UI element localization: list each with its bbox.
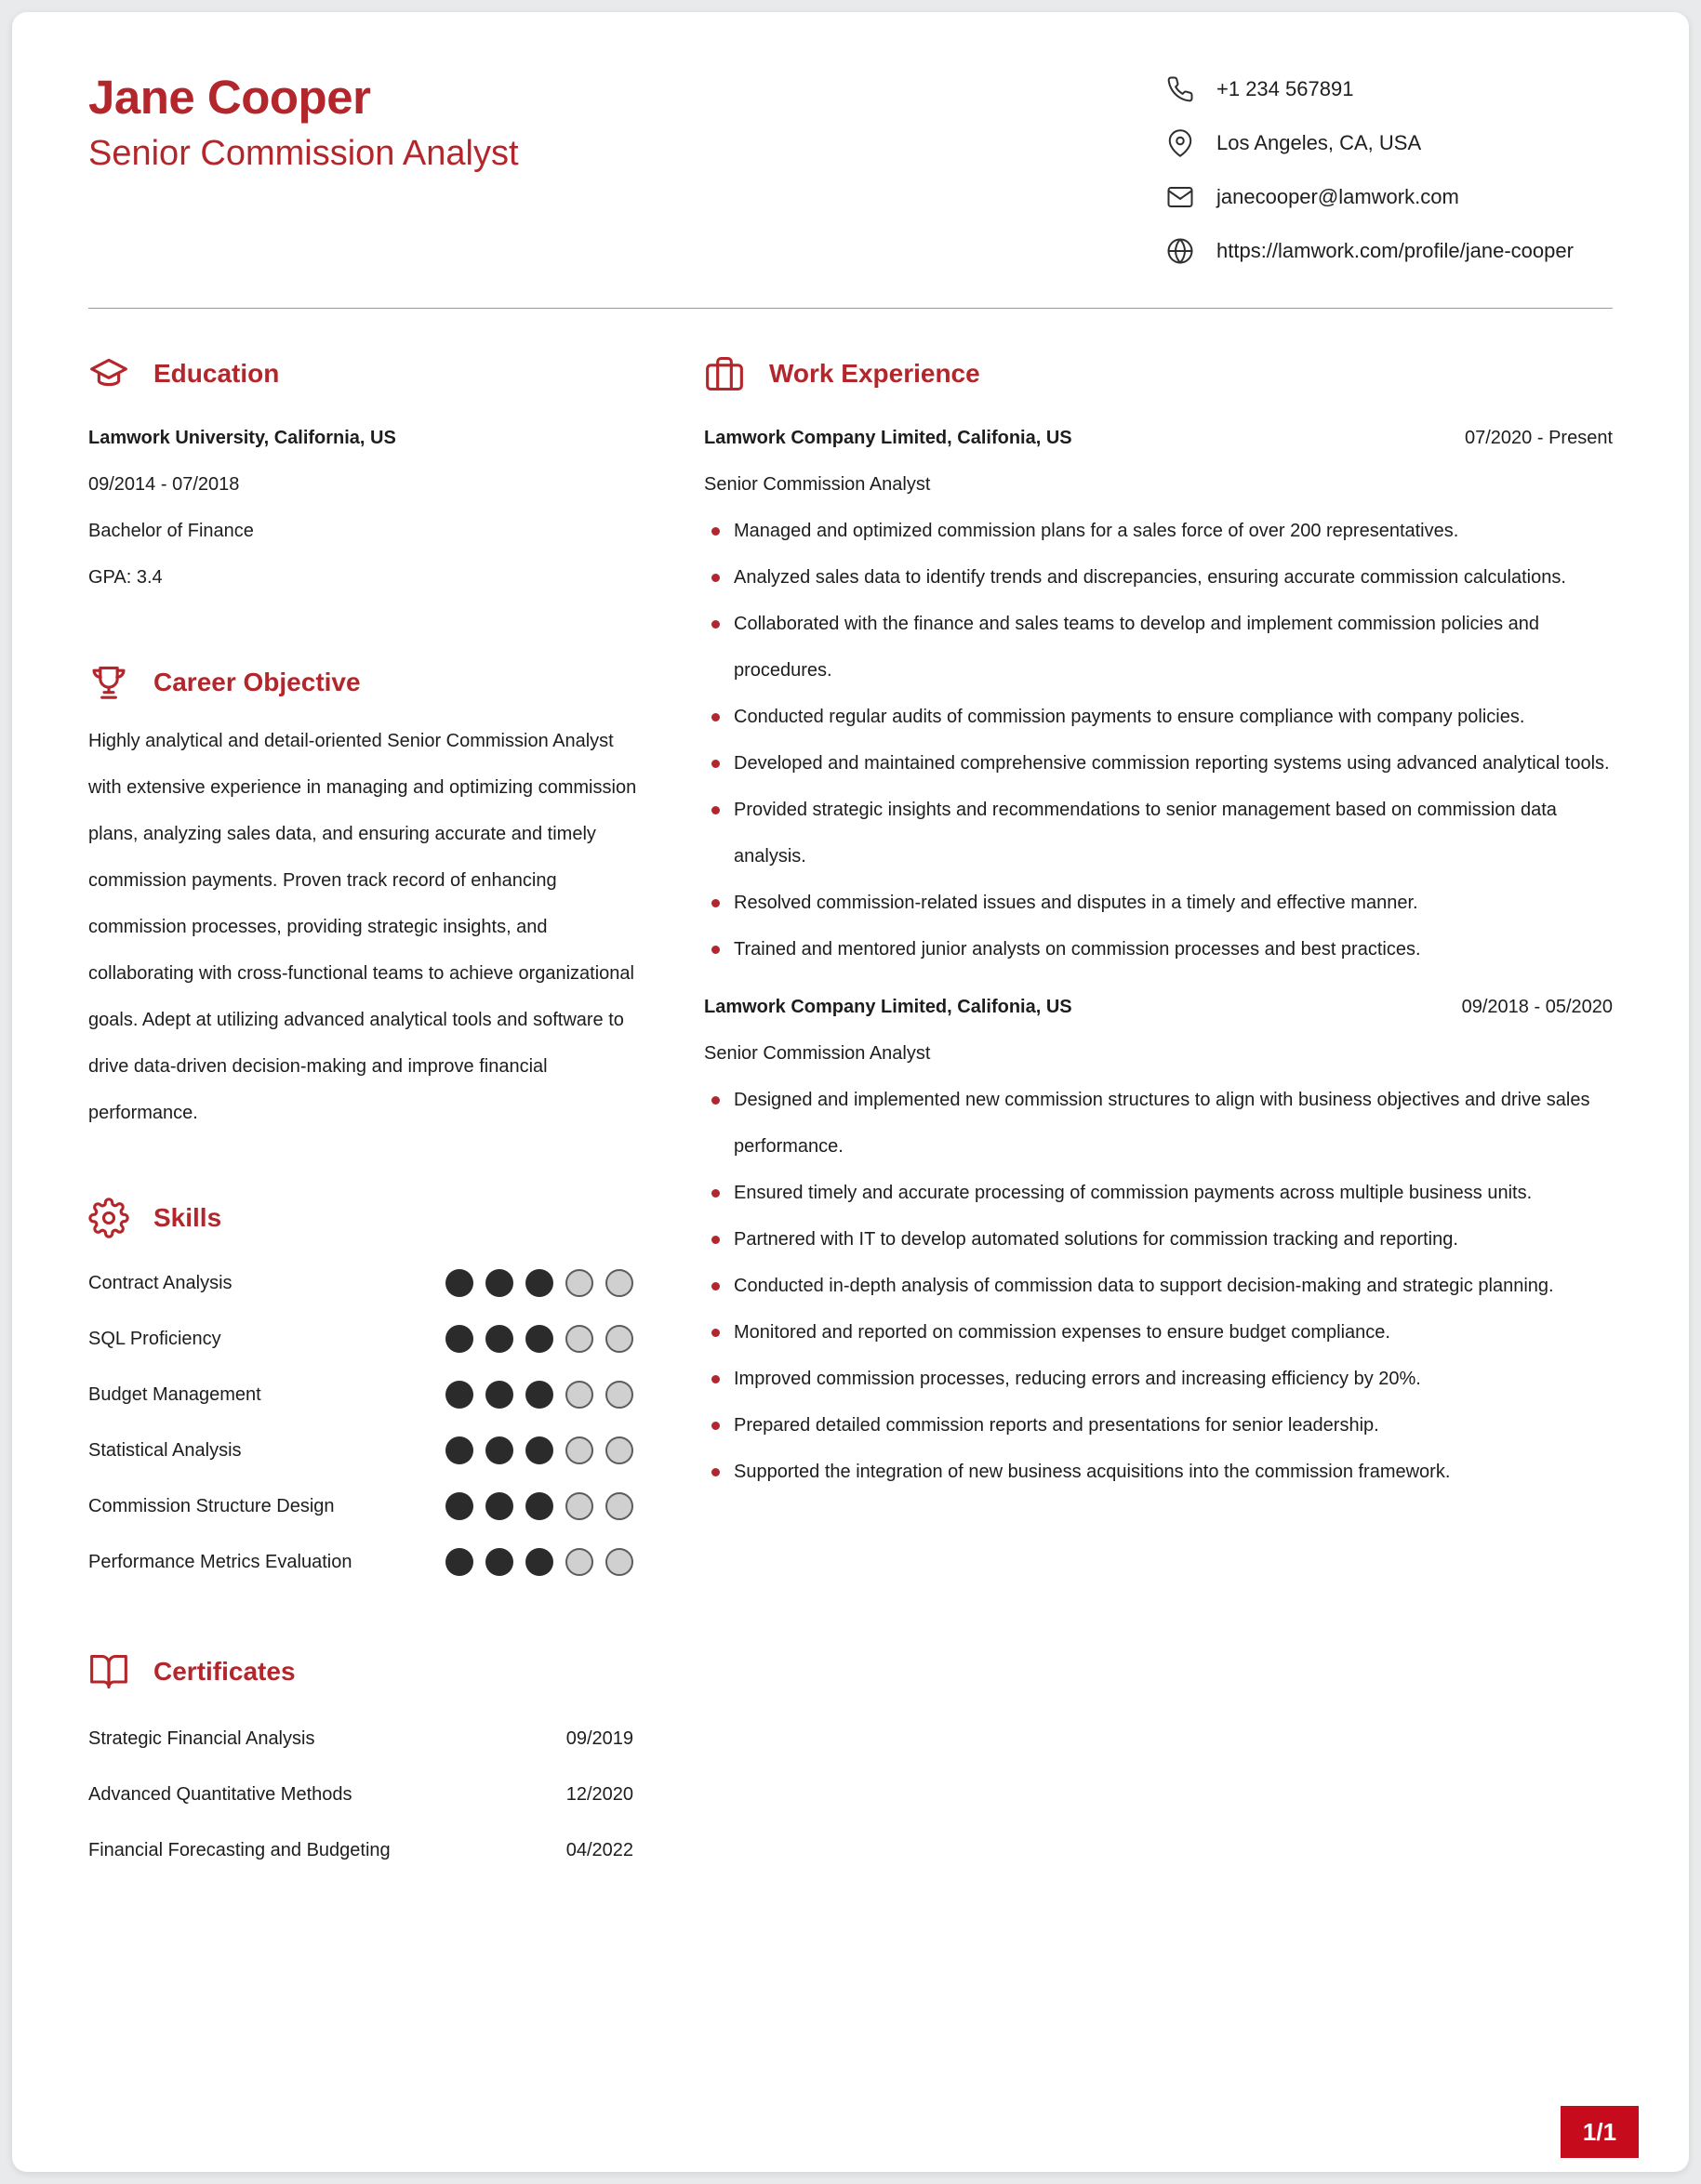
skill-row xyxy=(88,1423,646,1478)
job-bullet: Conducted in-depth analysis of commission data to support decision-making and strategic planning. xyxy=(704,1263,1613,1309)
skill-dot-empty xyxy=(565,1548,593,1576)
certificate-date: 04/2022 xyxy=(565,1839,633,1860)
education-school: Lamwork University, California, US xyxy=(88,428,396,448)
skill-name: Performance Metrics Evaluation xyxy=(88,1551,352,1572)
certificate-name: Strategic Financial Analysis xyxy=(88,1727,315,1749)
contact-website xyxy=(1166,237,1613,265)
job-bullet: Supported the integration of new business acquisitions into the commission framework. xyxy=(704,1449,1613,1495)
skill-dot-empty xyxy=(605,1548,633,1576)
skill-dot-filled xyxy=(485,1381,513,1409)
skill-dot-empty xyxy=(565,1269,593,1297)
skill-dot-empty xyxy=(605,1381,633,1409)
contact-email-text: janecooper@lamwork.com xyxy=(1216,185,1459,208)
email-icon xyxy=(1166,183,1194,211)
job-bullet: Provided strategic insights and recommendations to senior management based on commission data analysis. xyxy=(704,787,1613,880)
job-bullet: Collaborated with the finance and sales teams to develop and implement commission policies and procedures. xyxy=(704,601,1613,694)
job-entry xyxy=(704,984,1613,1495)
job-bullets xyxy=(704,1077,1613,1495)
skill-dot-filled xyxy=(445,1325,473,1353)
skill-dot-filled xyxy=(485,1269,513,1297)
header-divider xyxy=(88,308,1613,309)
job-bullet: Prepared detailed commission reports and presentations for senior leadership. xyxy=(704,1402,1613,1449)
jobs-list xyxy=(704,415,1613,1495)
education-title: Education xyxy=(153,359,280,388)
career-objective-heading xyxy=(88,662,646,703)
job-bullet: Conducted regular audits of commission payments to ensure compliance with company policies. xyxy=(704,694,1613,740)
section-work-experience xyxy=(704,353,1613,1495)
work-experience-title: Work Experience xyxy=(769,359,980,388)
skill-dot-empty xyxy=(565,1436,593,1464)
skill-dot-filled xyxy=(445,1269,473,1297)
skill-rating xyxy=(445,1325,646,1353)
person-name: Jane Cooper xyxy=(88,71,371,124)
skill-name: Statistical Analysis xyxy=(88,1439,242,1461)
skill-name: Contract Analysis xyxy=(88,1272,233,1293)
certificate-name: Advanced Quantitative Methods xyxy=(88,1783,352,1805)
job-company: Lamwork Company Limited, Califonia, US xyxy=(704,428,1072,448)
skill-dot-filled xyxy=(445,1492,473,1520)
skill-dot-filled xyxy=(525,1269,553,1297)
skill-dot-empty xyxy=(565,1381,593,1409)
section-career-objective xyxy=(88,662,646,1136)
skill-name: SQL Proficiency xyxy=(88,1328,221,1349)
certificate-date: 12/2020 xyxy=(565,1783,633,1805)
certificate-date: 09/2019 xyxy=(565,1727,633,1749)
skill-row xyxy=(88,1478,646,1534)
work-experience-heading xyxy=(704,353,1613,394)
contact-block xyxy=(1166,66,1613,265)
skill-row xyxy=(88,1255,646,1311)
skill-dot-filled xyxy=(525,1436,553,1464)
trophy-icon xyxy=(88,662,129,703)
identity-block xyxy=(88,66,519,175)
section-education xyxy=(88,353,646,601)
skill-rating xyxy=(445,1269,646,1297)
person-title: Senior Commission Analyst xyxy=(88,134,519,174)
skill-name: Budget Management xyxy=(88,1383,261,1405)
skill-dot-empty xyxy=(565,1325,593,1353)
skill-dot-filled xyxy=(485,1436,513,1464)
job-dates: 09/2018 - 05/2020 xyxy=(1461,997,1613,1017)
graduation-cap-icon xyxy=(88,353,129,394)
skills-heading xyxy=(88,1198,646,1238)
job-header xyxy=(704,984,1613,1030)
certificates-list xyxy=(88,1711,646,1878)
columns xyxy=(88,353,1613,1878)
skill-dot-filled xyxy=(525,1381,553,1409)
career-objective-text: Highly analytical and detail-oriented Senior Commission Analyst with extensive experience in managing and optimizing commission plans, analyzing sales data, and ensuring accurate and timely commission payments. Proven track record of enhancing commission processes, providing strategic insights, and collaborating with cross-functional teams to achieve organizational goals. Adept at utilizing advanced analytical tools and software to drive data-driven decision-making and improve financial performance. xyxy=(88,731,637,1123)
job-bullet: Managed and optimized commission plans for a sales force of over 200 representatives. xyxy=(704,508,1613,554)
education-details xyxy=(88,415,646,601)
job-bullet: Developed and maintained comprehensive commission reporting systems using advanced analytical tools. xyxy=(704,740,1613,787)
job-bullet: Monitored and reported on commission expenses to ensure budget compliance. xyxy=(704,1309,1613,1356)
contact-location-text: Los Angeles, CA, USA xyxy=(1216,131,1422,154)
job-bullet: Trained and mentored junior analysts on commission processes and best practices. xyxy=(704,926,1613,973)
skill-dot-filled xyxy=(485,1325,513,1353)
job-bullet: Partnered with IT to develop automated solutions for commission tracking and reporting. xyxy=(704,1216,1613,1263)
skill-dot-empty xyxy=(605,1436,633,1464)
job-bullet: Designed and implemented new commission structures to align with business objectives and drive sales performance. xyxy=(704,1077,1613,1170)
skill-dot-filled xyxy=(445,1436,473,1464)
contact-email xyxy=(1166,183,1613,211)
header xyxy=(88,66,1613,265)
skill-dot-filled xyxy=(525,1325,553,1353)
skills-title: Skills xyxy=(153,1203,222,1232)
skill-dot-filled xyxy=(485,1548,513,1576)
skill-rating xyxy=(445,1436,646,1464)
job-dates: 07/2020 - Present xyxy=(1465,428,1613,448)
page-number-badge: 1/1 xyxy=(1561,2106,1639,2158)
skill-dot-empty xyxy=(605,1492,633,1520)
skill-dot-filled xyxy=(445,1381,473,1409)
career-objective-title: Career Objective xyxy=(153,668,361,696)
right-column xyxy=(704,353,1613,1878)
certificate-name: Financial Forecasting and Budgeting xyxy=(88,1839,391,1860)
job-bullet: Resolved commission-related issues and disputes in a timely and effective manner. xyxy=(704,880,1613,926)
education-gpa: GPA: 3.4 xyxy=(88,567,163,588)
resume-content xyxy=(12,12,1689,1878)
contact-website-text: https://lamwork.com/profile/jane-cooper xyxy=(1216,239,1574,262)
education-dates: 09/2014 - 07/2018 xyxy=(88,474,240,495)
skill-dot-filled xyxy=(525,1548,553,1576)
gear-icon xyxy=(88,1198,129,1238)
contact-phone-text: +1 234 567891 xyxy=(1216,77,1354,100)
skill-row xyxy=(88,1311,646,1367)
certificates-heading xyxy=(88,1651,646,1692)
job-company: Lamwork Company Limited, Califonia, US xyxy=(704,997,1072,1017)
skill-row xyxy=(88,1367,646,1423)
certificate-row xyxy=(88,1711,646,1767)
globe-icon xyxy=(1166,237,1194,265)
job-entry xyxy=(704,415,1613,973)
briefcase-icon xyxy=(704,353,745,394)
section-certificates xyxy=(88,1651,646,1878)
education-heading xyxy=(88,353,646,394)
job-bullet: Ensured timely and accurate processing of commission payments across multiple business units. xyxy=(704,1170,1613,1216)
skill-rating xyxy=(445,1492,646,1520)
resume-page xyxy=(12,12,1689,2172)
skills-list xyxy=(88,1255,646,1590)
job-role: Senior Commission Analyst xyxy=(704,1043,931,1064)
skill-dot-empty xyxy=(565,1492,593,1520)
skill-dot-filled xyxy=(445,1548,473,1576)
contact-phone xyxy=(1166,75,1613,103)
skill-dot-filled xyxy=(525,1492,553,1520)
location-icon xyxy=(1166,129,1194,157)
skill-rating xyxy=(445,1548,646,1576)
job-bullet: Improved commission processes, reducing errors and increasing efficiency by 20%. xyxy=(704,1356,1613,1402)
job-role: Senior Commission Analyst xyxy=(704,474,931,495)
section-skills xyxy=(88,1198,646,1590)
skill-name: Commission Structure Design xyxy=(88,1495,335,1516)
phone-icon xyxy=(1166,75,1194,103)
certificate-row xyxy=(88,1822,646,1878)
education-degree: Bachelor of Finance xyxy=(88,521,254,541)
contact-location xyxy=(1166,129,1613,157)
skill-dot-filled xyxy=(485,1492,513,1520)
skill-rating xyxy=(445,1381,646,1409)
skill-dot-empty xyxy=(605,1325,633,1353)
certificates-title: Certificates xyxy=(153,1657,296,1686)
skill-dot-empty xyxy=(605,1269,633,1297)
left-column xyxy=(88,353,646,1878)
open-book-icon xyxy=(88,1651,129,1692)
job-header xyxy=(704,415,1613,461)
certificate-row xyxy=(88,1767,646,1822)
skill-row xyxy=(88,1534,646,1590)
job-bullet: Analyzed sales data to identify trends and discrepancies, ensuring accurate commission calculations. xyxy=(704,554,1613,601)
job-bullets xyxy=(704,508,1613,973)
